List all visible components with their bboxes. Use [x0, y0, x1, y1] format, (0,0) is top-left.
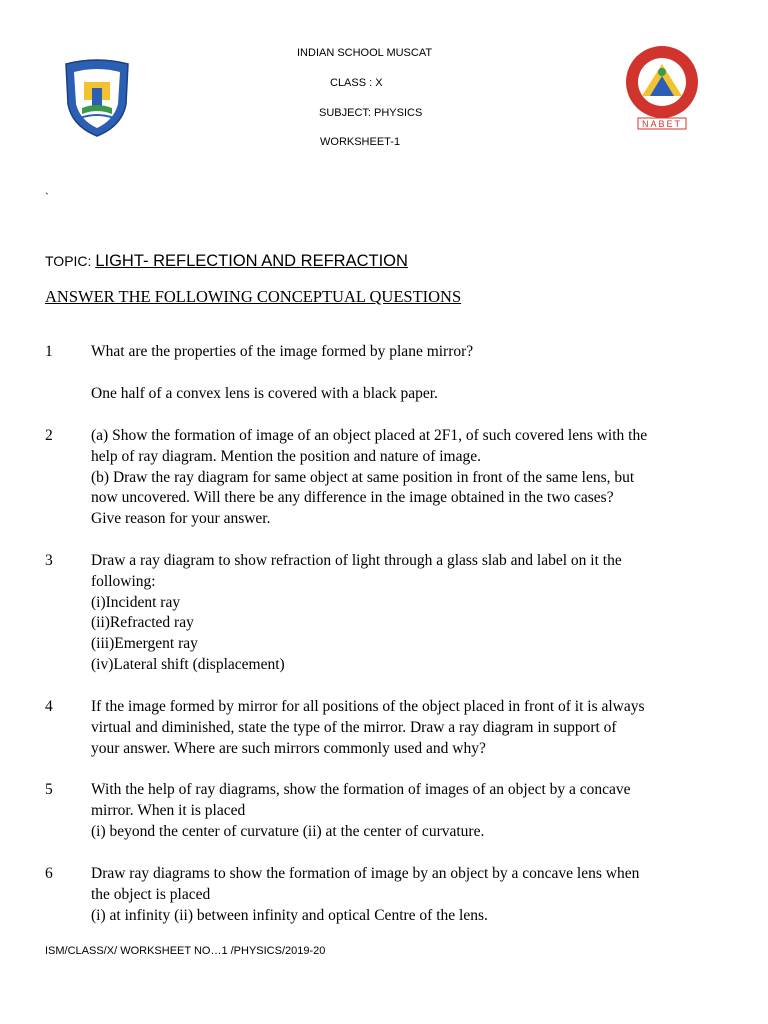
question-2-intro — [45, 384, 735, 405]
question-text: virtual and diminished, state the type of the mirror. Draw a ray diagram in support of — [91, 718, 617, 736]
question-number: 1 — [45, 343, 53, 360]
question-text: With the help of ray diagrams, show the formation of images of an object by a concave — [91, 781, 631, 798]
worksheet-label: WORKSHEET-1 — [320, 136, 401, 148]
school-crest-logo — [62, 58, 132, 138]
subject-label: SUBJECT: PHYSICS — [319, 107, 423, 119]
question-number: 2 — [45, 427, 53, 444]
question-text: (a) Show the formation of image of an object placed at 2F1, of such covered lens with the — [91, 427, 648, 444]
question-1 — [45, 342, 735, 363]
question-number: 5 — [45, 781, 53, 798]
page-footer: ISM/CLASS/X/ WORKSHEET NO…1 /PHYSICS/2019-20 — [45, 945, 326, 957]
question-5 — [45, 780, 735, 842]
class-label: CLASS : X — [330, 77, 383, 89]
question-text: (iii)Emergent ray — [91, 635, 198, 653]
question-text: (b) Draw the ray diagram for same object at same position in front of the same lens, but — [91, 468, 635, 486]
topic-line — [45, 252, 408, 271]
question-number: 3 — [45, 552, 53, 569]
section-heading: ANSWER THE FOLLOWING CONCEPTUAL QUESTIONS — [45, 287, 462, 306]
question-text: (ii)Refracted ray — [91, 614, 194, 632]
question-3 — [45, 551, 735, 676]
question-4 — [45, 697, 735, 759]
topic-label: TOPIC: — [45, 253, 96, 269]
question-text: now uncovered. Will there be any difference in the image obtained in the two cases? — [91, 489, 614, 507]
question-text: Draw a ray diagram to show refraction of light through a glass slab and label on it the — [91, 552, 622, 569]
question-text: your answer. Where are such mirrors commonly used and why? — [91, 739, 486, 757]
stray-mark: ` — [45, 190, 49, 204]
question-text: (iv)Lateral shift (displacement) — [91, 655, 285, 673]
question-number: 6 — [45, 865, 53, 882]
question-text: (i) at infinity (ii) between infinity and optical Centre of the lens. — [91, 906, 488, 924]
question-text: If the image formed by mirror for all positions of the object placed in front of it is always — [91, 698, 645, 715]
school-name: INDIAN SCHOOL MUSCAT — [297, 47, 433, 59]
question-text: following: — [91, 572, 156, 590]
question-text: Give reason for your answer. — [91, 510, 271, 528]
question-text: mirror. When it is placed — [91, 801, 246, 819]
question-text: the object is placed — [91, 885, 211, 903]
question-text: (i) beyond the center of curvature (ii) at the center of curvature. — [91, 822, 485, 840]
svg-text:NABET: NABET — [641, 119, 683, 129]
question-text: (i)Incident ray — [91, 593, 181, 611]
question-2 — [45, 426, 735, 530]
question-6 — [45, 864, 735, 926]
topic-value: LIGHT- REFLECTION AND REFRACTION — [95, 252, 408, 270]
nabet-quality-logo — [618, 42, 706, 130]
question-text: help of ray diagram. Mention the position and nature of image. — [91, 447, 481, 465]
question-text: Draw ray diagrams to show the formation of image by an object by a concave lens when — [91, 865, 640, 882]
question-text: One half of a convex lens is covered with a black paper. — [91, 385, 438, 402]
question-text: What are the properties of the image formed by plane mirror? — [91, 343, 474, 360]
question-number: 4 — [45, 698, 53, 715]
